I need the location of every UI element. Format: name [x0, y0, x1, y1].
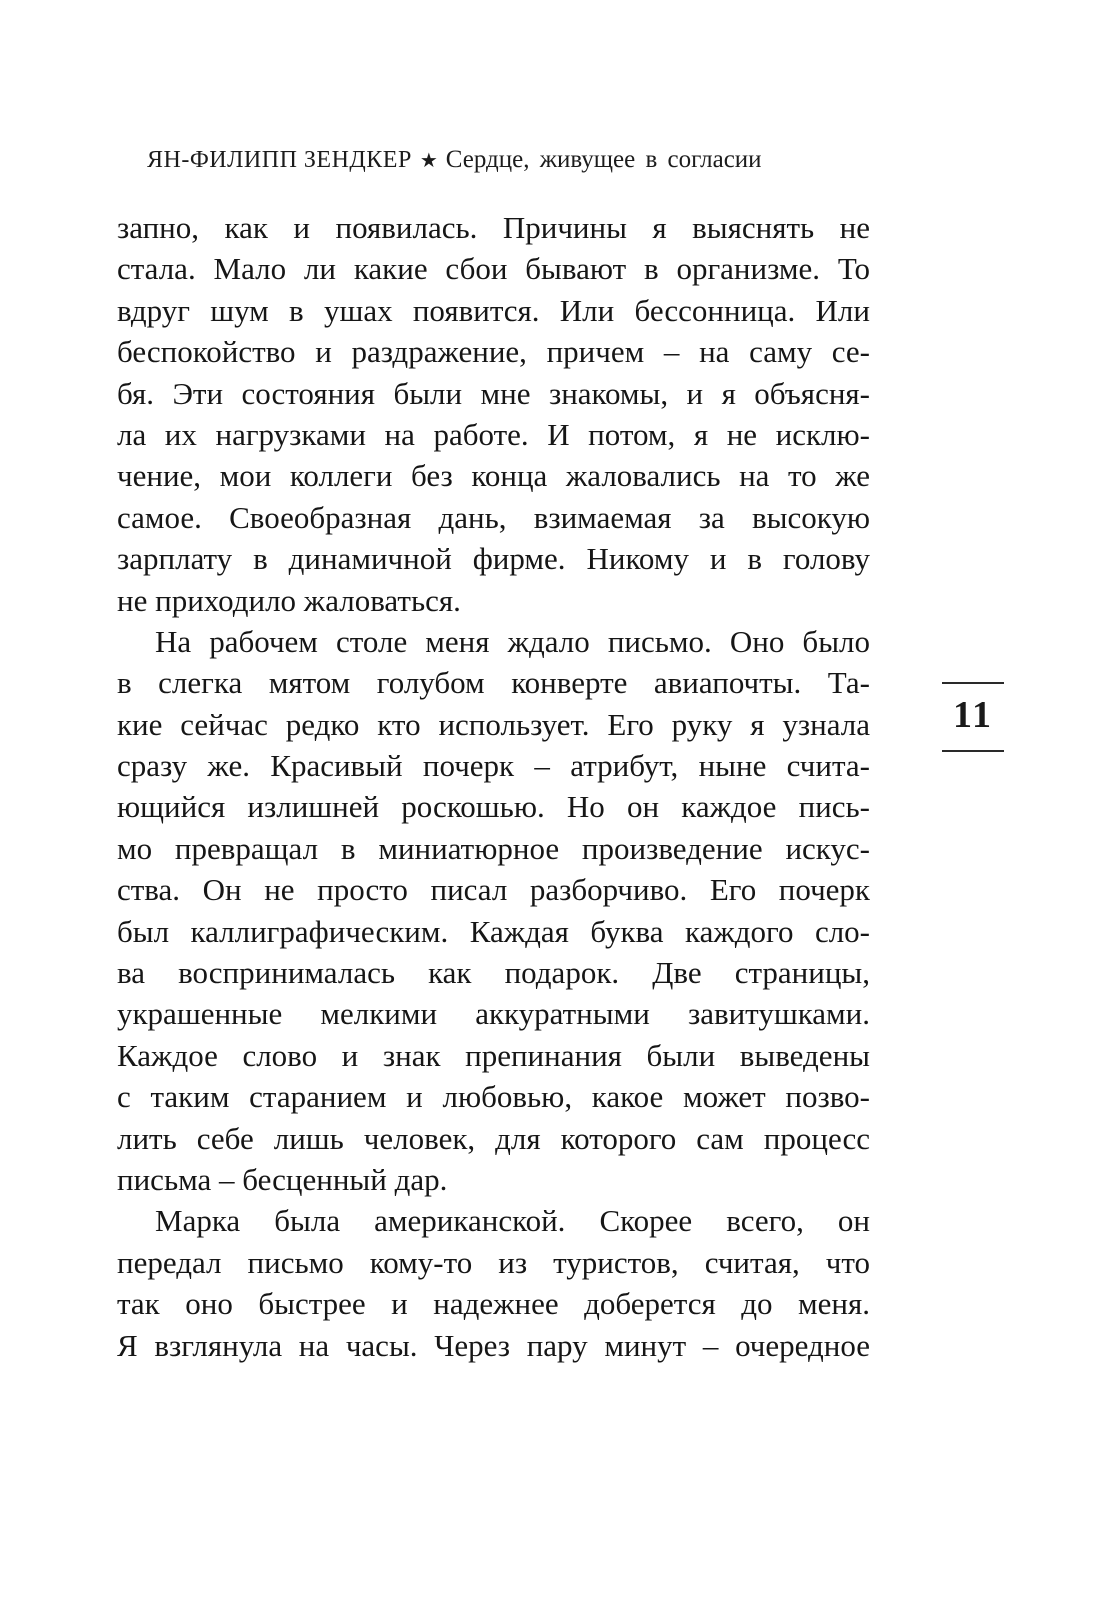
text-line: ющийся излишней роскошью. Но он каждое пись- [117, 789, 870, 825]
text-line: кие сейчас редко кто использует. Его руку я узнала [117, 706, 870, 742]
paragraph-start-line: На рабочем столе меня ждало письмо. Оно было [155, 623, 870, 659]
text-line: был каллиграфическим. Каждая буква каждого сло- [117, 913, 870, 949]
text-line: ства. Он не просто писал разборчиво. Его почерк [117, 872, 870, 908]
text-line: с таким старанием и любовью, какое может позво- [117, 1079, 870, 1115]
text-line: запно, как и появилась. Причины я выяснять не [117, 210, 870, 245]
page-number-rule-bottom [942, 750, 1004, 752]
paragraph-start-line: Марка была американской. Скорее всего, он [155, 1203, 870, 1239]
text-line: так оно быстрее и надежнее доберется до меня. [117, 1286, 870, 1322]
text-line: украшенные мелкими аккуратными завитушками. [117, 996, 870, 1032]
text-line: Каждое слово и знак препинания были выведены [117, 1037, 870, 1073]
page-number: 11 [953, 694, 993, 736]
text-line: ва воспринималась как подарок. Две страницы, [117, 955, 870, 991]
running-head-book-title: Сердце, живущее в согласии [445, 146, 762, 173]
page-body-text [117, 207, 870, 1366]
text-line: стала. Мало ли какие сбои бывают в организме. То [117, 251, 870, 287]
text-line: передал письмо кому-то из туристов, считая, что [117, 1244, 870, 1280]
text-line: лить себе лишь человек, для которого сам процесс [117, 1120, 870, 1156]
text-line: Я взглянула на часы. Через пару минут – очередное [117, 1327, 870, 1363]
text-line: чение, мои коллеги без конца жаловались на то же [117, 458, 870, 494]
running-head [147, 142, 872, 179]
running-head-author: ЯН-ФИЛИПП ЗЕНДКЕР [147, 147, 412, 173]
star-icon: ★ [419, 150, 438, 172]
text-line: беспокойство и раздражение, причем – на саму се- [117, 334, 870, 370]
text-line: мо превращал в миниатюрное произведение искус- [117, 830, 870, 866]
page-number-block [940, 682, 1010, 752]
text-line: самое. Своеобразная дань, взимаемая за высокую [117, 499, 870, 535]
paragraph-end-line: не приходило жаловаться. [117, 582, 461, 618]
text-line: в слегка мятом голубом конверте авиапочты. Та- [117, 665, 870, 701]
text-line: зарплату в динамичной фирме. Никому и в голову [117, 541, 870, 577]
text-line: бя. Эти состояния были мне знакомы, и я объясня- [117, 375, 870, 411]
text-line: ла их нагрузками на работе. И потом, я не исклю- [117, 416, 870, 452]
text-line: вдруг шум в ушах появится. Или бессонница. Или [117, 292, 870, 328]
text-line: сразу же. Красивый почерк – атрибут, ныне счита- [117, 748, 870, 784]
paragraph-end-line: письма – бесценный дар. [117, 1161, 448, 1197]
